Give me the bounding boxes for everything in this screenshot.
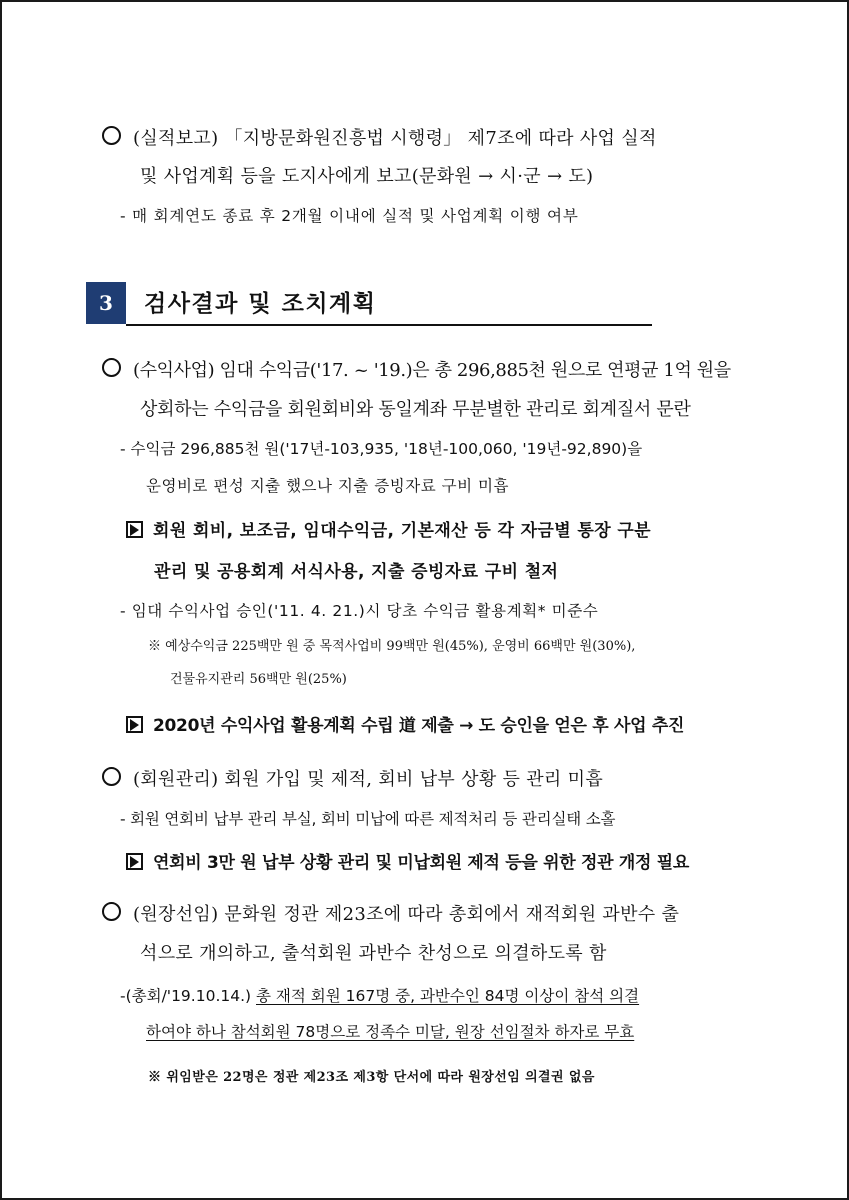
- sub-item: - 매 회계연도 종료 후 2개월 이내에 실적 및 사업계획 이행 여부: [120, 207, 579, 225]
- text-line: 상회하는 수익금을 회원회비와 동일계좌 무분별한 관리로 회계질서 문란: [140, 399, 691, 420]
- bullet-circle-icon: [102, 126, 121, 145]
- arrow-box-icon: [126, 716, 143, 733]
- paragraph-member-management: [102, 765, 603, 791]
- sub-item-prefix: -(총회/'19.10.14.): [120, 987, 256, 1005]
- note-cont: 건물유지관리 56백만 원(25%): [170, 672, 347, 687]
- sub-item-cont: 운영비로 편성 지출 했으나 지출 증빙자료 구비 미흡: [146, 477, 509, 495]
- bullet-circle-icon: [102, 358, 121, 377]
- paragraph-director-appointment: [102, 900, 679, 926]
- section-title: 검사결과 및 조치계획: [144, 291, 377, 317]
- action-item: [126, 516, 651, 541]
- text-line: 및 사업계획 등을 도지사에게 보고(문화원 → 시·군 → 도): [140, 166, 594, 187]
- sub-item: - 임대 수익사업 승인('11. 4. 21.)시 당초 수익금 활용계획* 미준수: [120, 602, 599, 620]
- text-line: (수익사업) 임대 수익금('17. ~ '19.)은 총 296,885천 원으로 연평균 1억 원을: [133, 360, 731, 381]
- note: ※ 위임받은 22명은 정관 제23조 제3항 단서에 따라 원장선임 의결권 없음: [148, 1070, 595, 1085]
- text-line: (실적보고) 「지방문화원진흥법 시행령」 제7조에 따라 사업 실적: [133, 128, 657, 149]
- action-item: [126, 711, 684, 736]
- action-item-cont: 관리 및 공용회계 서식사용, 지출 증빙자료 구비 철저: [154, 562, 559, 582]
- sub-item: - 회원 연회비 납부 관리 부실, 회비 미납에 따른 제적처리 등 관리실태 소홀: [120, 810, 616, 828]
- underlined-text: 총 재적 회원 167명 중, 과반수인 84명 이상이 참석 의결: [256, 987, 640, 1005]
- section-number-badge: 3: [86, 282, 126, 324]
- bullet-circle-icon: [102, 902, 121, 921]
- text-line: 연회비 3만 원 납부 상황 관리 및 미납회원 제적 등을 위한 정관 개정 필요: [153, 853, 689, 873]
- sub-item: [120, 984, 639, 1006]
- arrow-box-icon: [126, 853, 143, 870]
- sub-item: - 수익금 296,885천 원('17년-103,935, '18년-100,060, '19년-92,890)을: [120, 440, 643, 458]
- text-line: 2020년 수익사업 활용계획 수립 道 제출 → 도 승인을 얻은 후 사업 추진: [153, 716, 685, 736]
- text-line: 회원 회비, 보조금, 임대수익금, 기본재산 등 각 자금별 통장 구분: [153, 521, 651, 541]
- section-divider: [126, 324, 652, 326]
- paragraph-revenue-business: [102, 356, 731, 382]
- text-line: 석으로 개의하고, 출석회원 과반수 찬성으로 의결하도록 함: [140, 943, 607, 964]
- arrow-box-icon: [126, 521, 143, 538]
- action-item: [126, 848, 689, 873]
- underlined-text: 하여야 하나 참석회원 78명으로 정족수 미달, 원장 선임절차 하자로 무효: [146, 1023, 635, 1041]
- note: ※ 예상수익금 225백만 원 중 목적사업비 99백만 원(45%), 운영비 66백만 원(30%),: [148, 639, 636, 654]
- text-line: (회원관리) 회원 가입 및 제적, 회비 납부 상황 등 관리 미흡: [133, 769, 604, 790]
- bullet-circle-icon: [102, 767, 121, 786]
- text-line: (원장선임) 문화원 정관 제23조에 따라 총회에서 재적회원 과반수 출: [133, 904, 680, 925]
- paragraph-performance-report: [102, 124, 657, 150]
